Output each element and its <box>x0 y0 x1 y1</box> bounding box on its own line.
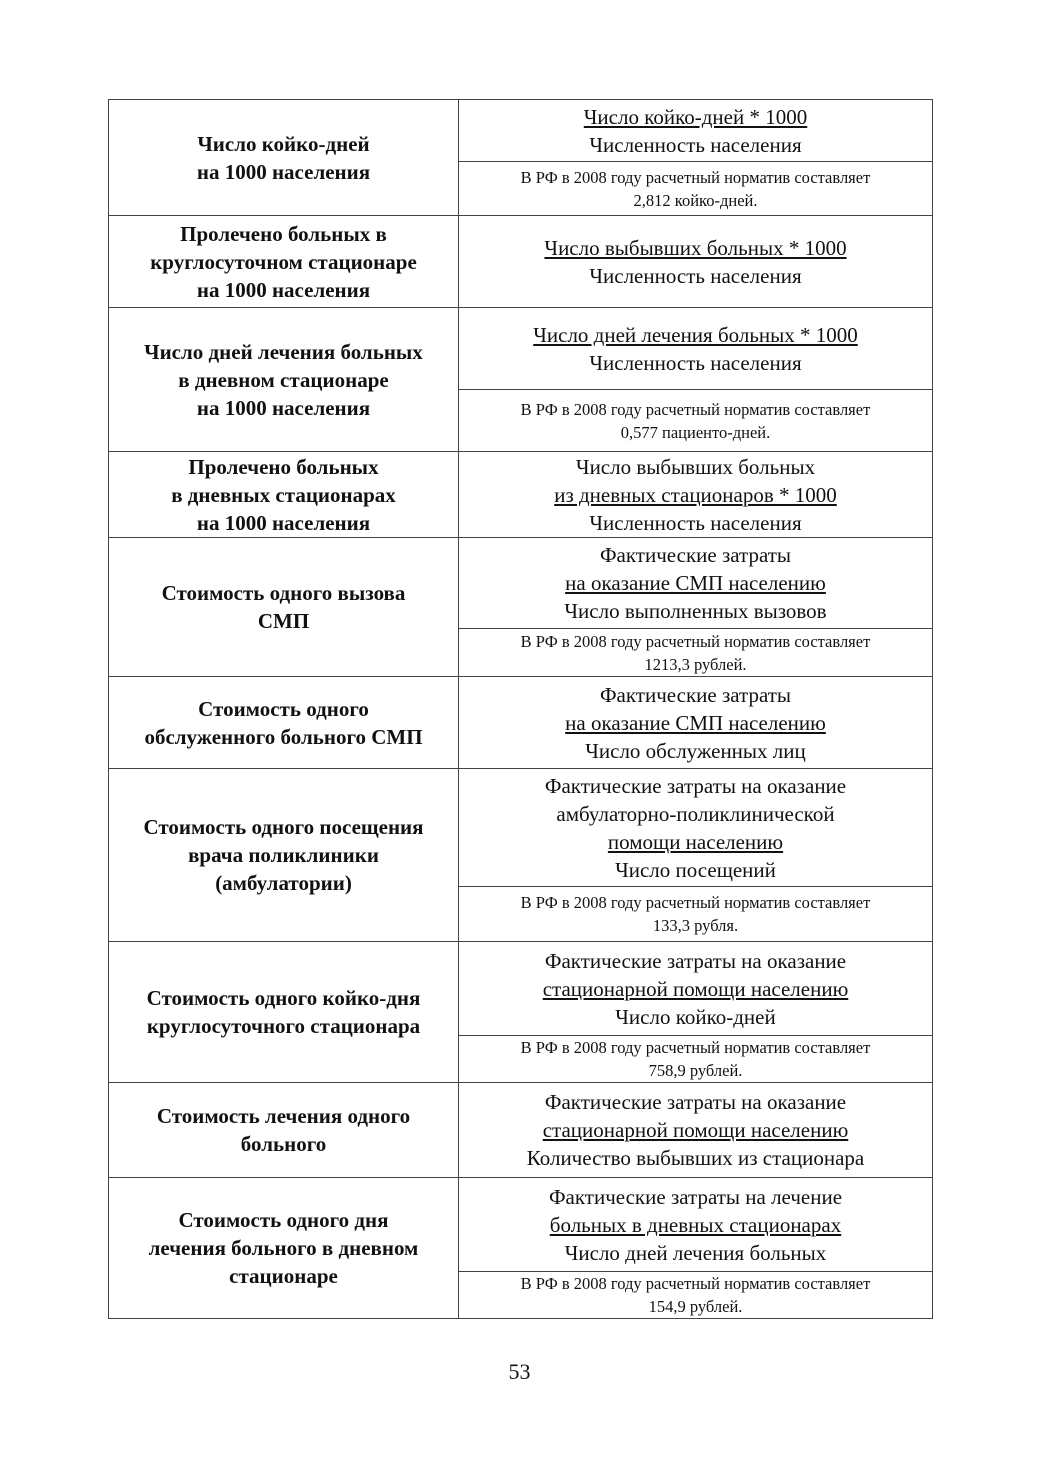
formula-numerator-line: на оказание СМП населению <box>565 571 826 595</box>
indicator-row <box>109 769 933 887</box>
formula-line: Число выбывших больных <box>575 454 816 479</box>
indicator-row <box>109 452 933 538</box>
indicator-name-line: на 1000 населения <box>196 159 371 184</box>
indicator-row <box>109 1083 933 1178</box>
indicator-name <box>109 216 459 308</box>
indicator-name-line: на 1000 населения <box>196 510 371 535</box>
indicator-name-line: врача поликлиники <box>188 843 379 867</box>
formula-numerator-line: Число койко-дней * 1000 <box>583 104 808 129</box>
indicator-name-line: на 1000 населения <box>196 395 371 420</box>
indicator-table-body <box>109 100 933 1319</box>
formula-cell <box>459 677 933 769</box>
indicator-name-line: Пролечено больных в <box>180 221 387 246</box>
indicator-name-line: Стоимость одного <box>198 696 369 721</box>
formula-numerator-line: Число дней лечения больных * 1000 <box>533 322 858 347</box>
norm-note-cell <box>459 887 933 942</box>
formula-numerator-line: на оказание СМП населению <box>565 710 826 735</box>
formula-line: Фактические затраты <box>599 543 792 567</box>
formula-cell <box>459 1178 933 1272</box>
norm-note-line: В РФ в 2008 году расчетный норматив составляет <box>520 631 871 651</box>
formula-line: Число посещений <box>615 857 776 882</box>
formula-line: Численность населения <box>589 263 802 288</box>
norm-note-line: В РФ в 2008 году расчетный норматив составляет <box>520 1274 871 1293</box>
formula-line: Число выполненных вызовов <box>564 599 827 623</box>
formula-line: Количество выбывших из стационара <box>526 1146 865 1170</box>
formula-numerator-line: из дневных стационаров * 1000 <box>554 482 837 507</box>
formula-cell <box>459 538 933 629</box>
indicator-name-line: круглосуточном стационаре <box>150 249 417 274</box>
indicator-row <box>109 677 933 769</box>
norm-note-cell <box>459 629 933 677</box>
indicator-name-line: Стоимость одного койко-дня <box>146 986 421 1010</box>
indicator-row <box>109 216 933 308</box>
norm-note-line: 133,3 рубля. <box>652 916 739 935</box>
norm-note-cell <box>459 1036 933 1083</box>
indicator-table <box>108 99 933 1319</box>
formula-cell <box>459 216 933 308</box>
indicator-row <box>109 1178 933 1272</box>
formula-line: Число дней лечения больных <box>564 1240 827 1265</box>
norm-note-line: В РФ в 2008 году расчетный норматив составляет <box>520 893 871 912</box>
indicator-name <box>109 769 459 942</box>
formula-line: Фактические затраты на оказание <box>544 948 847 973</box>
indicator-name <box>109 100 459 216</box>
norm-note-line: 758,9 рублей. <box>648 1061 743 1080</box>
formula-numerator-line: помощи населению <box>607 829 784 854</box>
indicator-name <box>109 452 459 538</box>
indicator-name-line: Число койко-дней <box>197 131 370 156</box>
norm-note-line: В РФ в 2008 году расчетный норматив составляет <box>520 399 871 419</box>
page-number: 53 <box>508 1359 531 1384</box>
indicator-name-line: круглосуточного стационара <box>146 1014 421 1038</box>
indicator-name <box>109 1178 459 1319</box>
formula-cell <box>459 452 933 538</box>
indicator-name <box>109 942 459 1083</box>
indicator-name-line: Число дней лечения больных <box>144 339 423 364</box>
formula-numerator-line: Число выбывших больных * 1000 <box>544 235 847 260</box>
indicator-name-line: (амбулатории) <box>215 871 352 895</box>
formula-line: Фактические затраты <box>599 682 792 707</box>
formula-line: Фактические затраты на оказание <box>544 1090 847 1114</box>
formula-numerator-line: стационарной помощи населению <box>542 1118 849 1142</box>
indicator-name-line: стационаре <box>229 1264 338 1288</box>
indicator-name-line: в дневном стационаре <box>178 367 389 392</box>
formula-line: Численность населения <box>589 132 802 157</box>
norm-note-line: В РФ в 2008 году расчетный норматив составляет <box>520 167 871 187</box>
indicator-name-line: обслуженного больного СМП <box>144 724 423 749</box>
indicator-name-line: в дневных стационарах <box>171 482 396 507</box>
indicator-name <box>109 1083 459 1178</box>
formula-line: Численность населения <box>589 350 802 375</box>
indicator-row <box>109 538 933 629</box>
indicator-name-line: Пролечено больных <box>188 454 379 479</box>
indicator-name-line: лечения больного в дневном <box>148 1236 419 1260</box>
formula-line: Число обслуженных лиц <box>585 738 806 763</box>
norm-note-cell <box>459 1272 933 1319</box>
formula-line: Численность населения <box>589 510 802 535</box>
indicator-name <box>109 538 459 677</box>
formula-cell <box>459 1083 933 1178</box>
indicator-name-line: Стоимость одного вызова <box>161 581 406 605</box>
norm-note-cell <box>459 162 933 216</box>
norm-note-cell <box>459 390 933 452</box>
formula-cell <box>459 308 933 390</box>
indicator-row <box>109 308 933 390</box>
indicator-name-line: Стоимость одного посещения <box>143 815 424 839</box>
formula-cell <box>459 100 933 162</box>
formula-numerator-line: стационарной помощи населению <box>542 976 849 1001</box>
formula-line: Число койко-дней <box>615 1004 776 1029</box>
indicator-row <box>109 100 933 162</box>
formula-numerator-line: больных в дневных стационарах <box>549 1212 842 1237</box>
formula-line: Фактические затраты на оказание <box>544 773 847 798</box>
formula-cell <box>459 942 933 1036</box>
indicator-name-line: Стоимость одного дня <box>178 1208 389 1232</box>
indicator-name-line: Стоимость лечения одного <box>156 1104 411 1128</box>
norm-note-line: 1213,3 рублей. <box>644 654 747 674</box>
indicator-name-line: СМП <box>257 609 310 633</box>
indicator-name <box>109 308 459 452</box>
norm-note-line: 2,812 койко-дней. <box>633 190 758 210</box>
norm-note-line: 154,9 рублей. <box>648 1297 743 1316</box>
formula-cell <box>459 769 933 887</box>
indicator-name-line: на 1000 населения <box>196 277 371 302</box>
formula-line: Фактические затраты на лечение <box>548 1184 843 1209</box>
norm-note-line: 0,577 пациенто-дней. <box>620 422 771 442</box>
formula-line: амбулаторно-поликлинической <box>556 801 835 826</box>
indicator-row <box>109 942 933 1036</box>
indicator-name-line: больного <box>240 1132 327 1156</box>
indicator-name <box>109 677 459 769</box>
norm-note-line: В РФ в 2008 году расчетный норматив составляет <box>520 1038 871 1057</box>
